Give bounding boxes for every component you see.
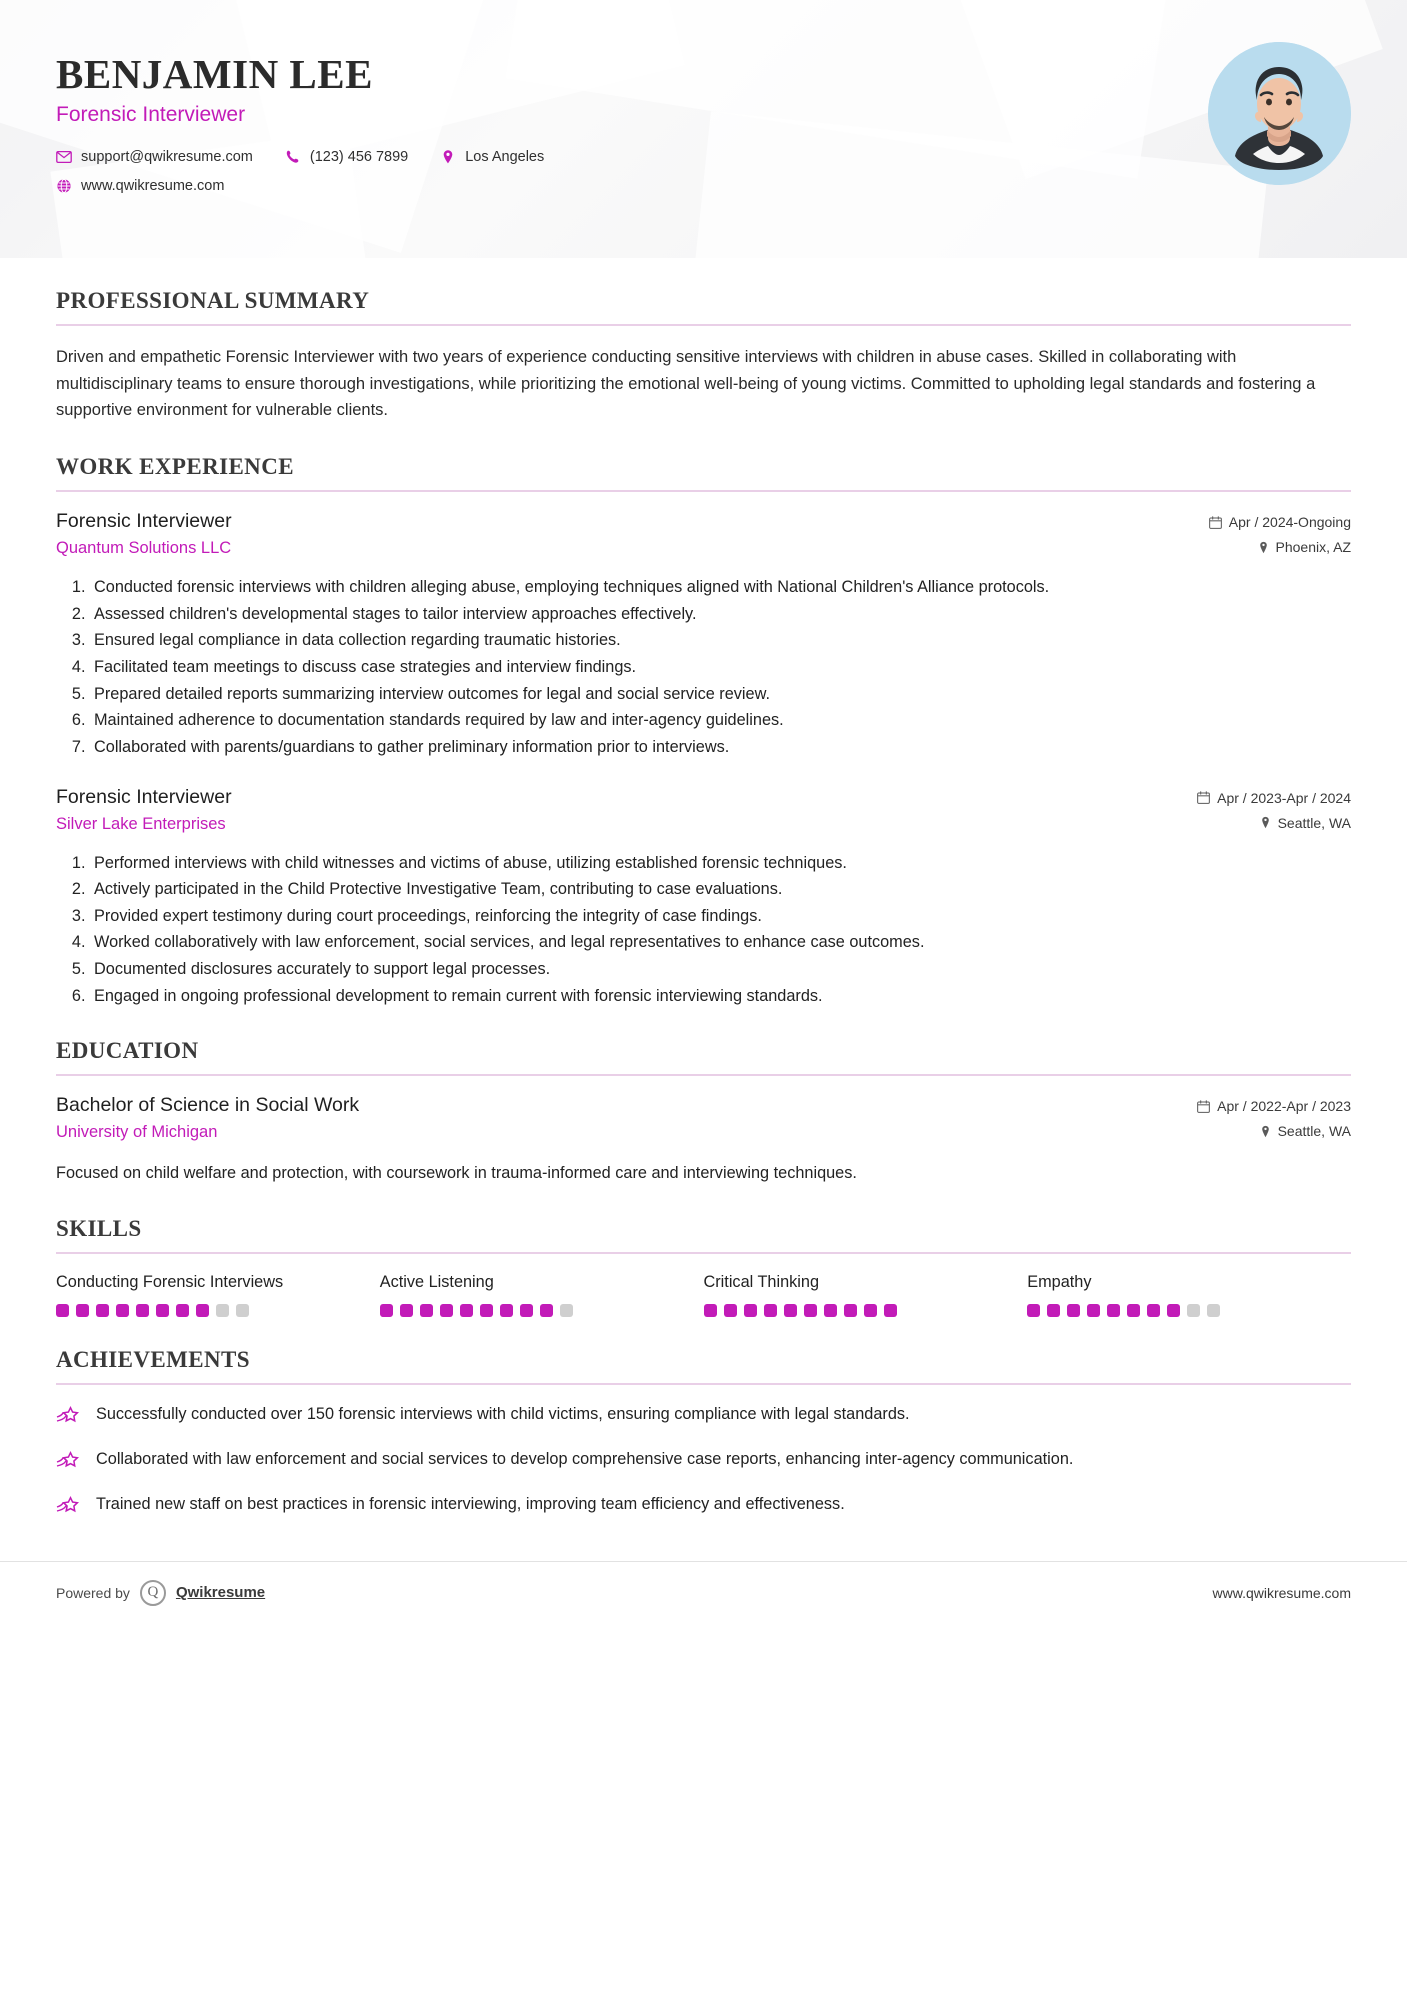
- experience-dates: [1141, 790, 1351, 806]
- qwikresume-brand-link[interactable]: Qwikresume: [175, 1584, 266, 1602]
- skill-dot: [440, 1304, 453, 1317]
- skill-dot: [1147, 1304, 1160, 1317]
- experience-location: [1141, 815, 1351, 831]
- contact-website[interactable]: [56, 178, 224, 194]
- achievement-text: Trained new staff on best practices in forensic interviewing, improving team efficiency and effectiveness.: [96, 1494, 845, 1513]
- skill-rating: [380, 1304, 686, 1317]
- skill-dot: [764, 1304, 777, 1317]
- list-item: 2. Actively participated in the Child Protective Investigative Team, contributing to case evaluations.: [90, 878, 1351, 902]
- skill-dot: [1047, 1304, 1060, 1317]
- experience-divider: [56, 490, 1351, 492]
- skill-dot: [216, 1304, 229, 1317]
- experience-job-title: Forensic Interviewer: [56, 510, 232, 533]
- experience-dates-text: Apr / 2023-Apr / 2024: [1217, 789, 1351, 806]
- skill-dot: [1167, 1304, 1180, 1317]
- section-professional-summary: [56, 288, 1351, 424]
- contact-email[interactable]: [56, 149, 253, 165]
- skill-dot: [1187, 1304, 1200, 1317]
- skill-dot: [804, 1304, 817, 1317]
- experience-location: [1141, 539, 1351, 555]
- skills-title: SKILLS: [56, 1215, 142, 1241]
- envelope-icon: [56, 149, 72, 165]
- calendar-icon: [1209, 516, 1222, 529]
- star-icon: [56, 1449, 82, 1476]
- skill-dot: [96, 1304, 109, 1317]
- achievements-divider: [56, 1383, 1351, 1385]
- experience-location-text: Seattle, WA: [1277, 814, 1351, 831]
- achievement-item: [56, 1493, 1351, 1521]
- list-item: 5. Prepared detailed reports summarizing interview outcomes for legal and social service review.: [90, 683, 1351, 707]
- contact-row-primary: [56, 149, 1351, 165]
- education-degree: Bachelor of Science in Social Work: [56, 1094, 360, 1117]
- experience-location-text: Phoenix, AZ: [1275, 539, 1351, 556]
- skill-dot: [540, 1304, 553, 1317]
- education-divider: [56, 1074, 1351, 1076]
- skills-grid: [56, 1272, 1351, 1317]
- achievement-item: [56, 1403, 1351, 1431]
- section-education: [56, 1038, 1351, 1186]
- experience-bullets: [56, 852, 1351, 1009]
- experience-dates: [1141, 514, 1351, 530]
- skill-dot: [420, 1304, 433, 1317]
- education-description: Focused on child welfare and protection, with coursework in trauma-informed care and interviewing techniques.: [56, 1164, 857, 1183]
- education-location-text: Seattle, WA: [1277, 1123, 1351, 1140]
- skill-dot: [560, 1304, 573, 1317]
- experience-company: Silver Lake Enterprises: [56, 814, 226, 833]
- achievement-item: [56, 1448, 1351, 1476]
- skill-dot: [784, 1304, 797, 1317]
- list-item: 5. Documented disclosures accurately to support legal processes.: [90, 958, 1351, 982]
- skill-label: Critical Thinking: [703, 1272, 820, 1291]
- skill-dot: [236, 1304, 249, 1317]
- map-pin-icon: [1260, 816, 1271, 829]
- resume-footer: [0, 1561, 1407, 1630]
- section-achievements: [56, 1347, 1351, 1521]
- location-pin-icon: [440, 149, 456, 165]
- contact-location: [440, 149, 544, 165]
- list-item: 6. Maintained adherence to documentation standards required by law and inter-agency guidelines.: [90, 709, 1351, 733]
- skill-label: Active Listening: [379, 1272, 494, 1291]
- skill-dot: [1027, 1304, 1040, 1317]
- skill-item: [704, 1272, 1028, 1317]
- list-item: 7. Collaborated with parents/guardians to gather preliminary information prior to interviews.: [90, 736, 1351, 760]
- experience-entry: [56, 510, 1351, 759]
- skill-dot: [76, 1304, 89, 1317]
- map-pin-icon: [1258, 541, 1269, 554]
- experience-job-title: Forensic Interviewer: [56, 785, 232, 808]
- star-icon: [56, 1404, 82, 1431]
- contact-row-secondary: [56, 178, 1351, 194]
- education-location: [1141, 1123, 1351, 1139]
- skill-rating: [1027, 1304, 1333, 1317]
- skill-dot: [1067, 1304, 1080, 1317]
- experience-entry: [56, 786, 1351, 1009]
- list-item: 6. Engaged in ongoing professional development to remain current with forensic interviewing standards.: [90, 985, 1351, 1009]
- skill-item: [380, 1272, 704, 1317]
- footer-url[interactable]: www.qwikresume.com: [1212, 1584, 1351, 1601]
- list-item: 3. Ensured legal compliance in data collection regarding traumatic histories.: [90, 629, 1351, 653]
- skill-dot: [1127, 1304, 1140, 1317]
- contact-website-text: www.qwikresume.com: [81, 178, 225, 195]
- skill-dot: [156, 1304, 169, 1317]
- skill-dot: [864, 1304, 877, 1317]
- globe-icon: [56, 178, 72, 194]
- contact-location-text: Los Angeles: [465, 149, 545, 166]
- avatar: [1208, 42, 1351, 185]
- skill-dot: [480, 1304, 493, 1317]
- skill-dot: [1207, 1304, 1220, 1317]
- summary-title: PROFESSIONAL SUMMARY: [56, 288, 370, 313]
- skill-dot: [704, 1304, 717, 1317]
- contact-phone[interactable]: [285, 149, 408, 165]
- experience-company: Quantum Solutions LLC: [56, 539, 232, 558]
- experience-title: WORK EXPERIENCE: [56, 454, 294, 480]
- skill-dot: [844, 1304, 857, 1317]
- skills-divider: [56, 1252, 1351, 1254]
- star-icon: [56, 1494, 82, 1521]
- resume-header: [0, 0, 1407, 258]
- summary-divider: [56, 324, 1351, 326]
- skill-dot: [56, 1304, 69, 1317]
- skill-dot: [380, 1304, 393, 1317]
- list-item: 4. Worked collaboratively with law enforcement, social services, and legal representatives to enhance case outcomes.: [90, 931, 1351, 955]
- section-skills: [56, 1216, 1351, 1317]
- skill-dot: [1087, 1304, 1100, 1317]
- powered-by-label: Powered by: [56, 1584, 130, 1601]
- calendar-icon: [1197, 791, 1210, 804]
- skill-label: Conducting Forensic Interviews: [56, 1272, 284, 1291]
- skill-dot: [500, 1304, 513, 1317]
- contact-email-text: support@qwikresume.com: [81, 149, 253, 166]
- skill-item: [1027, 1272, 1351, 1317]
- skill-dot: [1107, 1304, 1120, 1317]
- achievement-text: Collaborated with law enforcement and social services to develop comprehensive case reports, enhancing inter-agency communication.: [96, 1449, 1074, 1468]
- experience-bullets: [56, 576, 1351, 759]
- summary-text: Driven and empathetic Forensic Interviewer with two years of experience conducting sensitive interviews with children in abuse cases. Skilled in collaborating with multidisciplinary teams to ensure thorough investigations, while prioritizing the emotional well-being of young victims. Committed to upholding legal standards and fostering a supportive environment for vulnerable clients.: [56, 348, 1316, 420]
- experience-dates-text: Apr / 2024-Ongoing: [1228, 514, 1351, 531]
- skill-dot: [724, 1304, 737, 1317]
- education-entry: [56, 1094, 1351, 1186]
- skill-dot: [520, 1304, 533, 1317]
- candidate-name: BENJAMIN LEE: [56, 51, 373, 97]
- list-item: 4. Facilitated team meetings to discuss case strategies and interview findings.: [90, 656, 1351, 680]
- list-item: 1. Conducted forensic interviews with children alleging abuse, employing techniques aligned with National Children's Alliance protocols.: [90, 576, 1351, 600]
- map-pin-icon: [1260, 1125, 1271, 1138]
- calendar-icon: [1197, 1100, 1210, 1113]
- list-item: 3. Provided expert testimony during court proceedings, reinforcing the integrity of case findings.: [90, 905, 1351, 929]
- skill-dot: [744, 1304, 757, 1317]
- education-school: University of Michigan: [56, 1123, 218, 1142]
- skill-dot: [196, 1304, 209, 1317]
- qwikresume-logo-icon: Q: [140, 1580, 166, 1606]
- section-work-experience: [56, 454, 1351, 1008]
- phone-icon: [285, 149, 301, 165]
- powered-by: [56, 1580, 265, 1606]
- skill-item: [56, 1272, 380, 1317]
- skill-dot: [824, 1304, 837, 1317]
- skill-dot: [116, 1304, 129, 1317]
- skill-dot: [884, 1304, 897, 1317]
- education-dates-text: Apr / 2022-Apr / 2023: [1217, 1098, 1351, 1115]
- education-dates: [1141, 1098, 1351, 1114]
- skill-dot: [460, 1304, 473, 1317]
- candidate-role: Forensic Interviewer: [56, 103, 246, 127]
- education-title: EDUCATION: [56, 1038, 199, 1064]
- skill-dot: [400, 1304, 413, 1317]
- list-item: 2. Assessed children's developmental stages to tailor interview approaches effectively.: [90, 603, 1351, 627]
- skill-rating: [56, 1304, 362, 1317]
- skill-label: Empathy: [1027, 1272, 1092, 1291]
- contact-phone-text: (123) 456 7899: [309, 149, 409, 166]
- skill-dot: [136, 1304, 149, 1317]
- achievement-text: Successfully conducted over 150 forensic interviews with child victims, ensuring compliance with legal standards.: [96, 1404, 910, 1423]
- skill-dot: [176, 1304, 189, 1317]
- achievements-title: ACHIEVEMENTS: [56, 1346, 250, 1372]
- skill-rating: [704, 1304, 1010, 1317]
- list-item: 1. Performed interviews with child witnesses and victims of abuse, utilizing established forensic techniques.: [90, 852, 1351, 876]
